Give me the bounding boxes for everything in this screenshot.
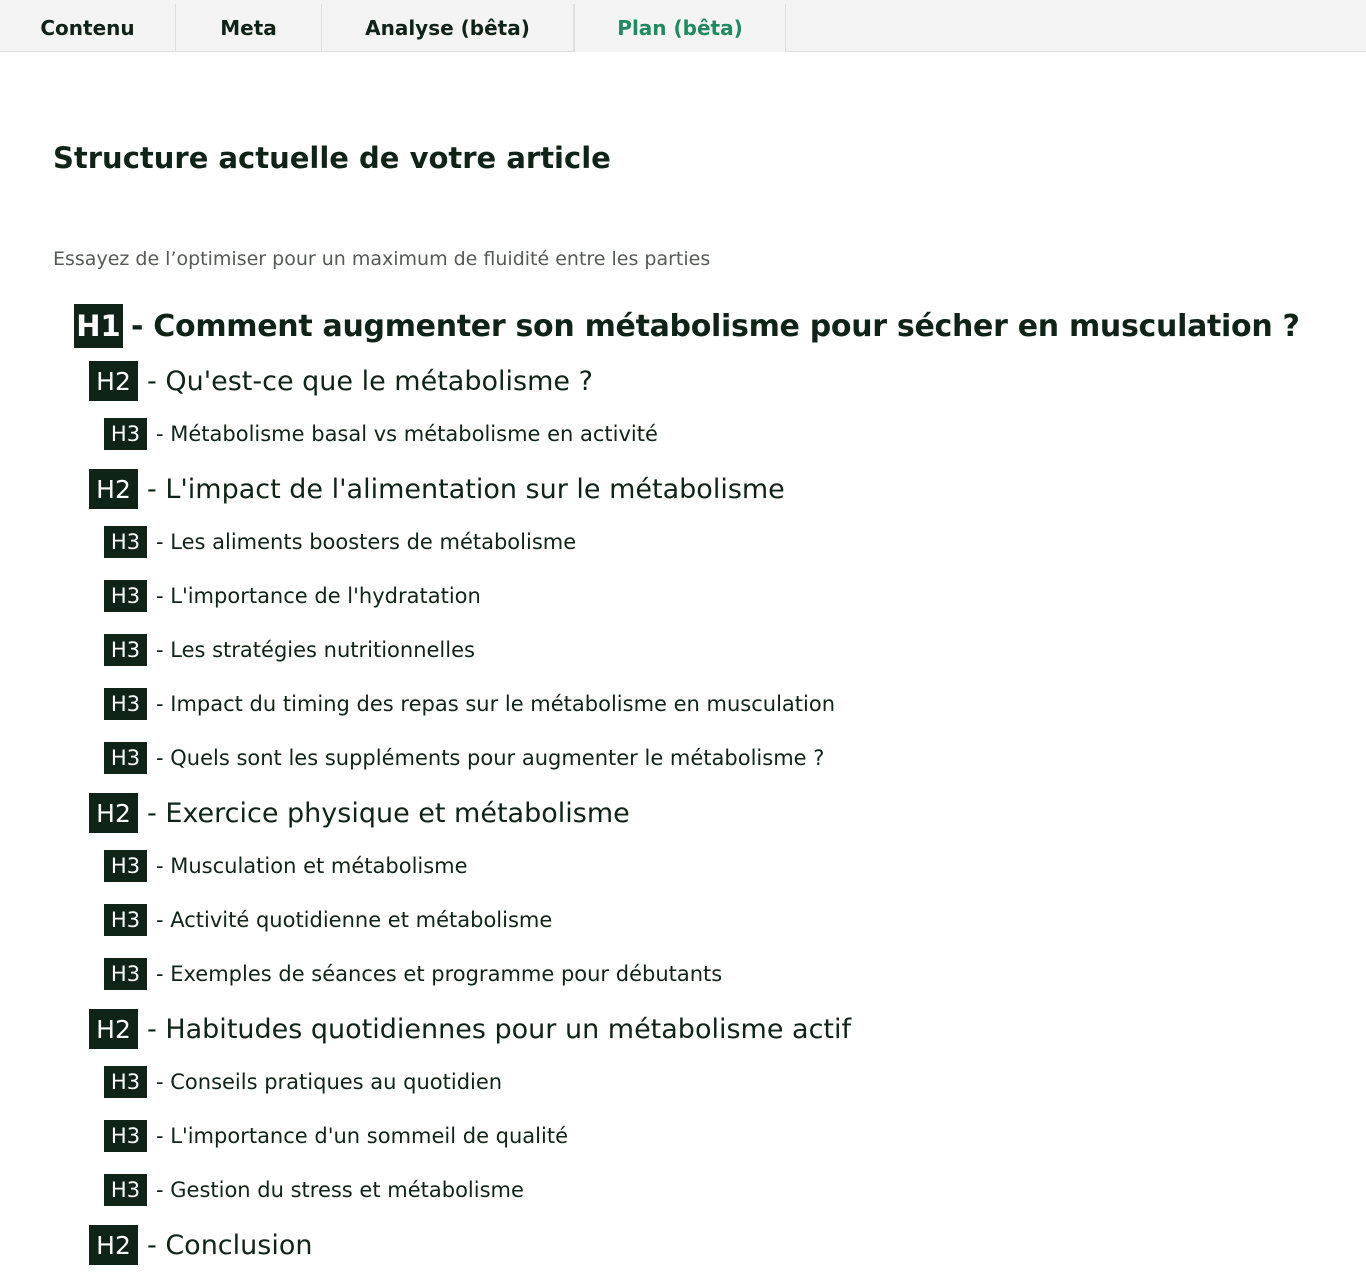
outline-heading-h3 bbox=[104, 418, 658, 450]
heading-level-badge: H3 bbox=[104, 688, 147, 720]
outline-heading-h1 bbox=[74, 304, 1300, 348]
heading-text: - Musculation et métabolisme bbox=[156, 854, 468, 878]
heading-level-badge: H3 bbox=[104, 742, 147, 774]
tab-bar bbox=[0, 0, 1366, 52]
outline-heading-h2 bbox=[89, 1009, 851, 1049]
page-title: Structure actuelle de votre article bbox=[53, 141, 611, 175]
heading-text: - Les aliments boosters de métabolisme bbox=[156, 530, 577, 554]
heading-level-badge: H2 bbox=[89, 1009, 138, 1049]
tab-contenu[interactable]: Contenu bbox=[0, 4, 176, 52]
outline-heading-h3 bbox=[104, 688, 835, 720]
tab-analyse[interactable]: Analyse (bêta) bbox=[322, 4, 574, 52]
heading-text: - Métabolisme basal vs métabolisme en activité bbox=[156, 422, 658, 446]
page-subtitle: Essayez de l’optimiser pour un maximum de fluidité entre les parties bbox=[53, 248, 711, 270]
heading-level-badge: H3 bbox=[104, 904, 147, 936]
outline-heading-h3 bbox=[104, 580, 481, 612]
tab-meta[interactable]: Meta bbox=[176, 4, 322, 52]
outline-heading-h2 bbox=[89, 793, 630, 833]
heading-text: - Conclusion bbox=[147, 1229, 313, 1261]
outline-heading-h3 bbox=[104, 1174, 524, 1206]
heading-level-badge: H3 bbox=[104, 634, 147, 666]
heading-text: - Conseils pratiques au quotidien bbox=[156, 1070, 503, 1094]
heading-text: - Les stratégies nutritionnelles bbox=[156, 638, 475, 662]
heading-level-badge: H1 bbox=[74, 304, 123, 348]
heading-level-badge: H3 bbox=[104, 526, 147, 558]
heading-text: - Gestion du stress et métabolisme bbox=[156, 1178, 524, 1202]
heading-level-badge: H2 bbox=[89, 1225, 138, 1265]
heading-level-badge: H3 bbox=[104, 958, 147, 990]
tab-plan[interactable]: Plan (bêta) bbox=[574, 4, 786, 52]
outline-heading-h3 bbox=[104, 526, 576, 558]
heading-level-badge: H2 bbox=[89, 361, 138, 401]
heading-text: - L'importance de l'hydratation bbox=[156, 584, 481, 608]
heading-level-badge: H2 bbox=[89, 793, 138, 833]
heading-level-badge: H3 bbox=[104, 1120, 147, 1152]
heading-level-badge: H3 bbox=[104, 580, 147, 612]
heading-level-badge: H3 bbox=[104, 1066, 147, 1098]
outline-heading-h3 bbox=[104, 634, 475, 666]
heading-text: - L'importance d'un sommeil de qualité bbox=[156, 1124, 569, 1148]
heading-level-badge: H3 bbox=[104, 1174, 147, 1206]
heading-level-badge: H3 bbox=[104, 418, 147, 450]
outline-heading-h3 bbox=[104, 1120, 568, 1152]
heading-text: - L'impact de l'alimentation sur le métabolisme bbox=[147, 473, 785, 505]
heading-text: - Impact du timing des repas sur le métabolisme en musculation bbox=[156, 692, 836, 716]
outline-heading-h3 bbox=[104, 904, 552, 936]
outline-heading-h3 bbox=[104, 742, 824, 774]
outline-heading-h2 bbox=[89, 1225, 312, 1265]
outline-heading-h2 bbox=[89, 361, 593, 401]
outline-heading-h2 bbox=[89, 469, 785, 509]
heading-text: - Habitudes quotidiennes pour un métabolisme actif bbox=[147, 1013, 852, 1045]
heading-level-badge: H3 bbox=[104, 850, 147, 882]
heading-text: - Comment augmenter son métabolisme pour sécher en musculation ? bbox=[131, 308, 1300, 344]
heading-text: - Quels sont les suppléments pour augmenter le métabolisme ? bbox=[156, 746, 825, 770]
heading-text: - Exemples de séances et programme pour débutants bbox=[156, 962, 723, 986]
heading-text: - Activité quotidienne et métabolisme bbox=[156, 908, 553, 932]
outline-heading-h3 bbox=[104, 958, 722, 990]
heading-text: - Qu'est-ce que le métabolisme ? bbox=[147, 365, 593, 397]
heading-text: - Exercice physique et métabolisme bbox=[147, 797, 630, 829]
heading-level-badge: H2 bbox=[89, 469, 138, 509]
outline-heading-h3 bbox=[104, 1066, 502, 1098]
outline-heading-h3 bbox=[104, 850, 468, 882]
